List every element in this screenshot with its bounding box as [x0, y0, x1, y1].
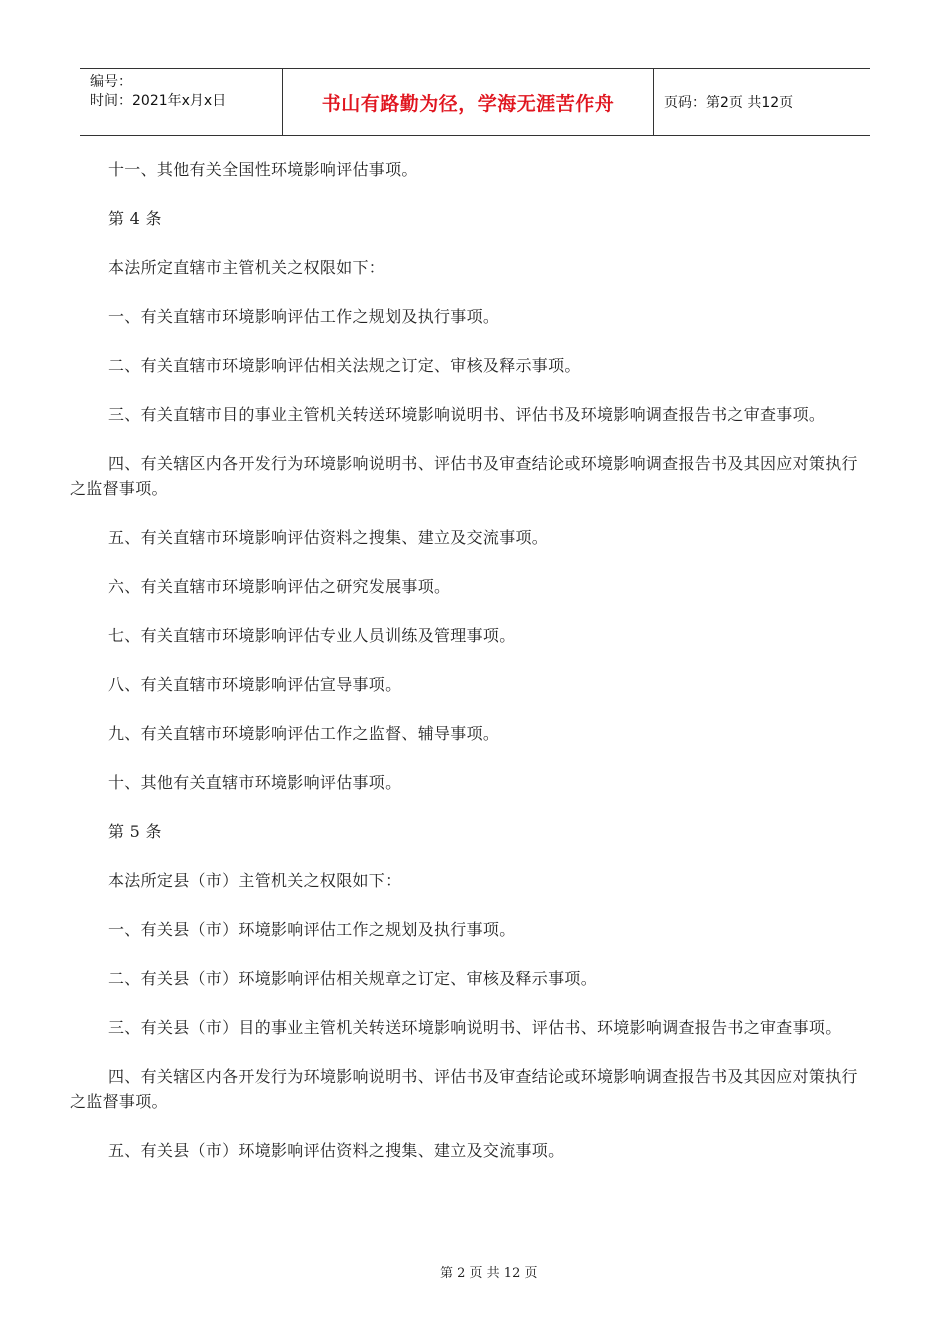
document-date: 时间：2021年x月x日	[90, 93, 227, 109]
paragraph: 二、有关县（市）环境影响评估相关规章之订定、审核及释示事项。	[108, 969, 598, 988]
header-page-info: 页码：第2页 共12页	[664, 95, 794, 111]
header-motto: 书山有路勤为径，学海无涯苦作舟	[282, 69, 654, 135]
paragraph: 五、有关直辖市环境影响评估资料之搜集、建立及交流事项。	[108, 528, 549, 547]
paragraph: 十一、其他有关全国性环境影响评估事项。	[108, 160, 418, 179]
paragraph: 四、有关辖区内各开发行为环境影响说明书、评估书及审查结论或环境影响调查报告书及其因应对策执行之监督事项。	[70, 1067, 858, 1111]
article-heading: 第 4 条	[108, 209, 162, 228]
article-heading: 第 5 条	[108, 822, 162, 841]
paragraph: 十、其他有关直辖市环境影响评估事项。	[108, 773, 402, 792]
page-header	[80, 68, 870, 136]
paragraph: 一、有关县（市）环境影响评估工作之规划及执行事项。	[108, 920, 516, 939]
paragraph: 六、有关直辖市环境影响评估之研究发展事项。	[108, 577, 451, 596]
paragraph: 四、有关辖区内各开发行为环境影响说明书、评估书及审查结论或环境影响调查报告书及其因应对策执行之监督事项。	[70, 454, 858, 498]
document-body	[70, 157, 874, 1187]
paragraph: 三、有关直辖市目的事业主管机关转送环境影响说明书、评估书及环境影响调查报告书之审查事项。	[108, 405, 826, 424]
paragraph: 五、有关县（市）环境影响评估资料之搜集、建立及交流事项。	[108, 1141, 565, 1160]
header-meta	[80, 69, 282, 135]
paragraph: 三、有关县（市）目的事业主管机关转送环境影响说明书、评估书、环境影响调查报告书之审查事项。	[108, 1018, 842, 1037]
page-footer: 第 2 页 共 12 页	[440, 1266, 538, 1281]
paragraph: 二、有关直辖市环境影响评估相关法规之订定、审核及释示事项。	[108, 356, 581, 375]
paragraph: 本法所定县（市）主管机关之权限如下：	[108, 871, 402, 890]
paragraph: 八、有关直辖市环境影响评估宣导事项。	[108, 675, 402, 694]
paragraph: 一、有关直辖市环境影响评估工作之规划及执行事项。	[108, 307, 500, 326]
paragraph: 七、有关直辖市环境影响评估专业人员训练及管理事项。	[108, 626, 516, 645]
document-number: 编号：	[90, 74, 132, 90]
paragraph: 本法所定直辖市主管机关之权限如下：	[108, 258, 386, 277]
paragraph: 九、有关直辖市环境影响评估工作之监督、辅导事项。	[108, 724, 500, 743]
